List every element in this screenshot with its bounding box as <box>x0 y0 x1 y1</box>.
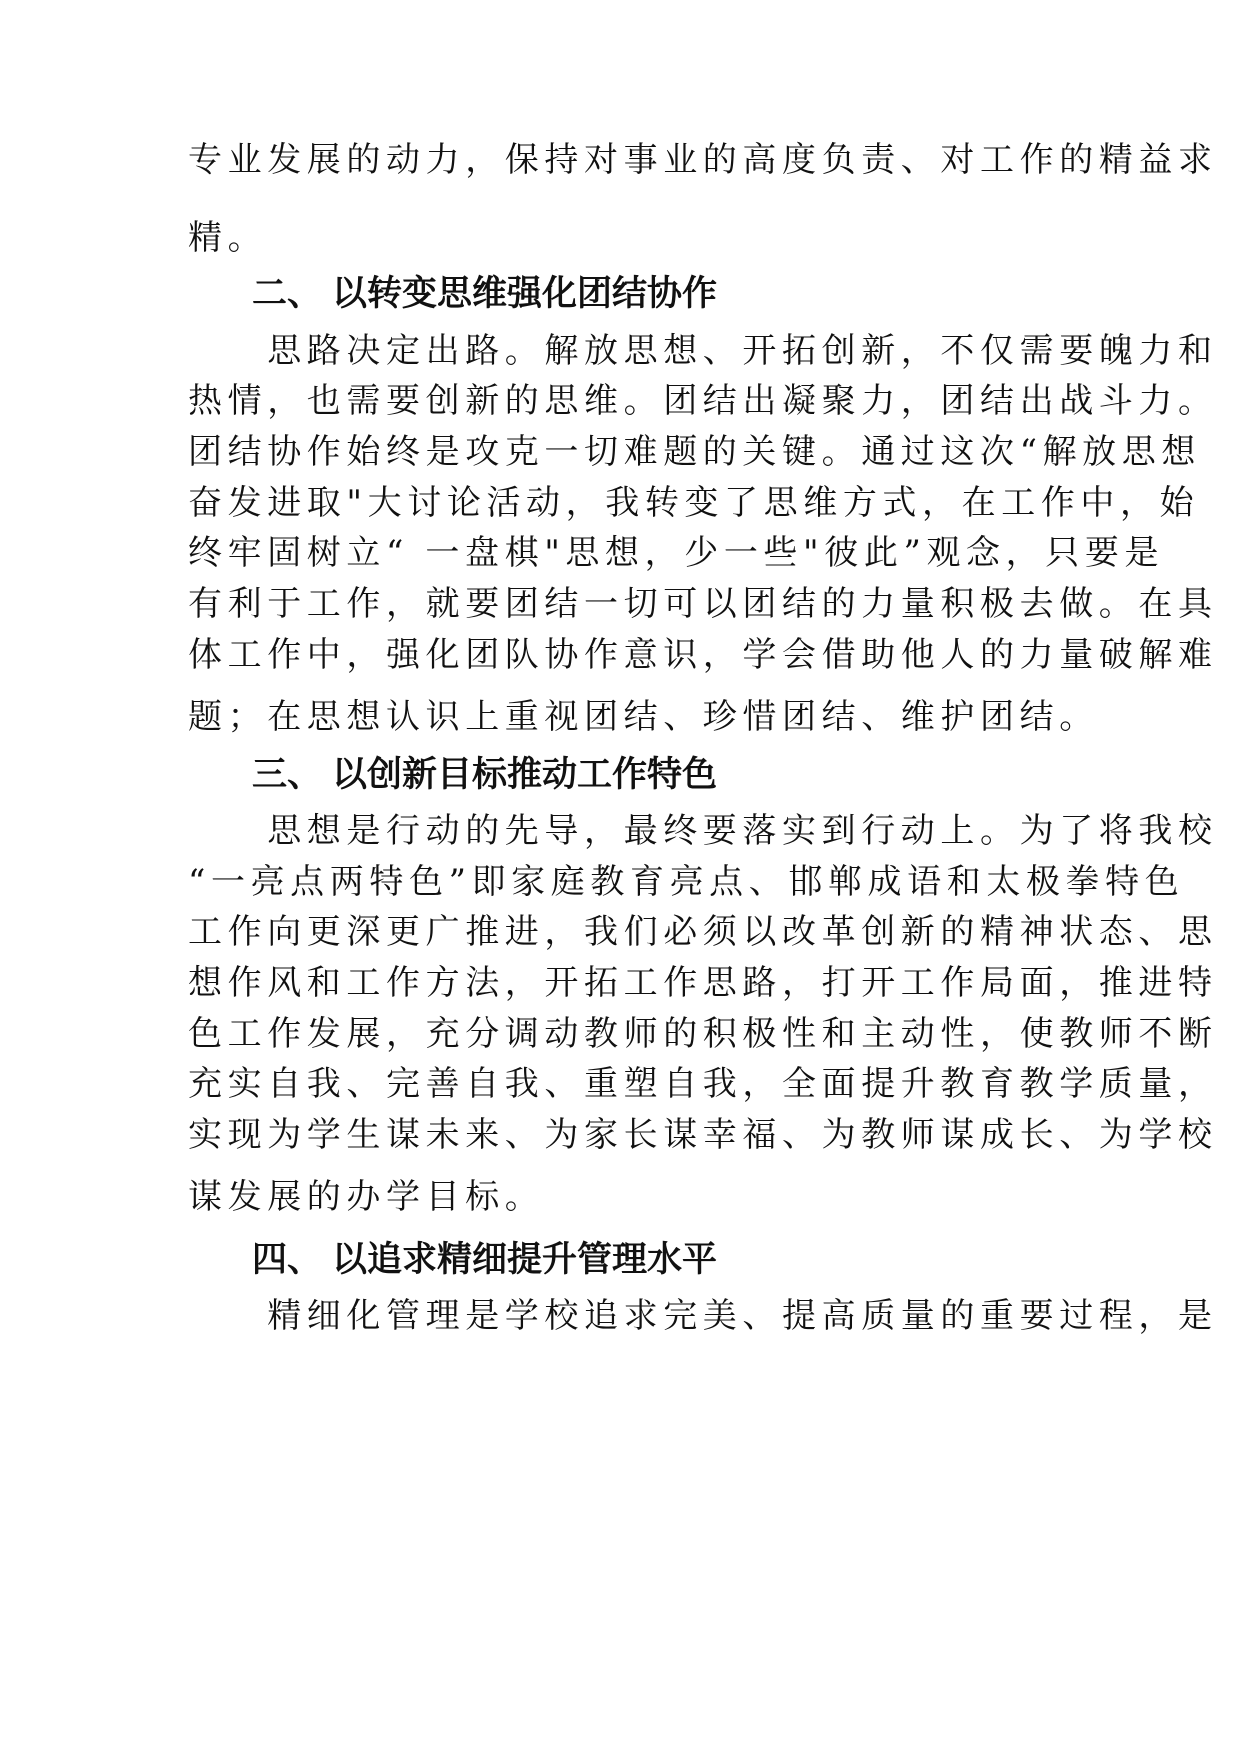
section-title: 以转变思维强化团结协作 <box>332 274 718 314</box>
paragraph-line: 体工作中，强化团队协作意识，学会借助他人的力量破解难 <box>188 635 1218 675</box>
section-heading <box>252 274 717 314</box>
paragraph-line: 题；在思想认识上重视团结、珍惜团结、维护团结。 <box>188 697 1099 737</box>
paragraph-line: 色工作发展，充分调动教师的积极性和主动性，使教师不断 <box>188 1014 1218 1054</box>
paragraph-line: 终牢固树立“ 一盘棋"思想，少一些"彼此”观念，只要是 <box>188 533 1165 573</box>
section-heading <box>252 1240 717 1280</box>
section-number: 四、 <box>252 1240 323 1280</box>
section-number: 三、 <box>252 755 323 795</box>
section-heading <box>252 755 717 795</box>
paragraph-line: 专业发展的动力，保持对事业的高度负责、对工作的精益求 <box>188 140 1218 180</box>
paragraph-line: 谋发展的办学目标。 <box>188 1177 545 1217</box>
section-title: 以创新目标推动工作特色 <box>332 755 718 795</box>
paragraph-line: 思想是行动的先导，最终要落实到行动上。为了将我校 <box>188 811 1218 851</box>
paragraph-line: “一亮点两特色”即家庭教育亮点、邯郸成语和太极拳特色 <box>188 862 1185 902</box>
paragraph-line: 工作向更深更广推进，我们必须以改革创新的精神状态、思 <box>188 912 1218 952</box>
paragraph-line: 想作风和工作方法，开拓工作思路，打开工作局面，推进特 <box>188 963 1218 1003</box>
paragraph-line: 实现为学生谋未来、为家长谋幸福、为教师谋成长、为学校 <box>188 1115 1218 1155</box>
paragraph-line: 精细化管理是学校追求完美、提高质量的重要过程，是 <box>188 1296 1218 1336</box>
paragraph-line: 奋发进取"大讨论活动，我转变了思维方式，在工作中，始 <box>188 483 1200 523</box>
paragraph-line: 团结协作始终是攻克一切难题的关键。通过这次“解放思想 <box>188 432 1201 472</box>
paragraph-line: 精。 <box>188 218 268 258</box>
paragraph-line: 思路决定出路。解放思想、开拓创新，不仅需要魄力和 <box>188 331 1218 371</box>
section-title: 以追求精细提升管理水平 <box>332 1240 718 1280</box>
paragraph-line: 热情，也需要创新的思维。团结出凝聚力，团结出战斗力。 <box>188 381 1218 421</box>
paragraph-line: 有利于工作，就要团结一切可以团结的力量积极去做。在具 <box>188 584 1218 624</box>
paragraph-line: 充实自我、完善自我、重塑自我，全面提升教育教学质量， <box>188 1064 1218 1104</box>
section-number: 二、 <box>252 274 323 314</box>
